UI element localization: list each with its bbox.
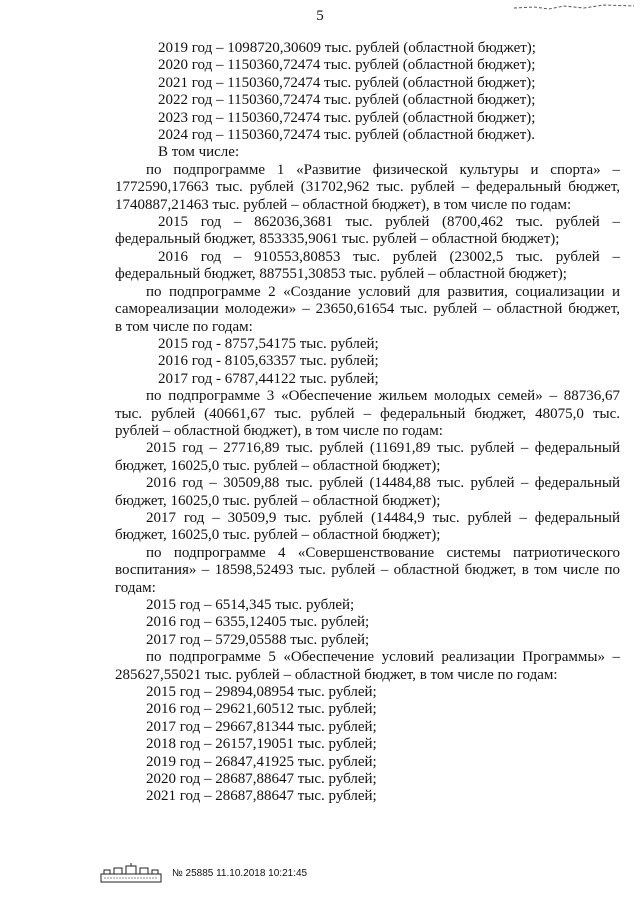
page-number: 5 (316, 8, 324, 24)
text-line: по подпрограмме 2 «Создание условий для развития, социализации и (146, 283, 620, 300)
text-line: 2017 год – 29667,81344 тыс. рублей; (146, 718, 377, 735)
text-line: 2016 год – 910553,80853 тыс. рублей (23002,5 тыс. рублей – (158, 248, 620, 265)
text-line: 2017 год – 5729,05588 тыс. рублей; (146, 631, 370, 648)
text-line: 2016 год – 29621,60512 тыс. рублей; (146, 701, 377, 718)
text-line: бюджет, 16025,0 тыс. рублей – областной бюджет); (115, 457, 441, 474)
text-line: самореализации молодежи» – 23650,61654 тыс. рублей – областной бюджет, (115, 301, 620, 318)
text-line: федеральный бюджет, 887551,30853 тыс. рублей – областной бюджет); (115, 266, 567, 283)
text-line: 2022 год – 1150360,72474 тыс. рублей (областной бюджет); (158, 92, 536, 109)
text-line: 2015 год – 862036,3681 тыс. рублей (8700,462 тыс. рублей – (158, 214, 620, 231)
text-line: 2021 год – 28687,88647 тыс. рублей; (146, 788, 377, 805)
text-line: 2021 год – 1150360,72474 тыс. рублей (областной бюджет); (158, 74, 536, 91)
text-line: 2016 год - 8105,63357 тыс. рублей; (158, 353, 379, 370)
text-line: 2015 год – 29894,08954 тыс. рублей; (146, 684, 377, 701)
text-line: федеральный бюджет, 853335,9061 тыс. рублей – областной бюджет); (115, 231, 560, 248)
document-body (115, 40, 620, 806)
text-line: 2015 год – 6514,345 тыс. рублей; (146, 597, 355, 613)
text-line: 285627,55021 тыс. рублей – областной бюджет, в том числе по годам: (115, 666, 558, 683)
text-line: 2016 год – 6355,12405 тыс. рублей; (146, 614, 370, 631)
text-line: В том числе: (158, 144, 240, 161)
text-line: тыс. рублей (40661,67 тыс. рублей – федеральный бюджет, 48075,0 тыс. (115, 405, 620, 422)
text-line: в том числе по годам: (115, 318, 253, 335)
document-footer (100, 862, 307, 884)
text-line: бюджет, 16025,0 тыс. рублей – областной бюджет); (115, 492, 441, 509)
text-line: рублей – областной бюджет), в том числе по годам: (115, 422, 443, 439)
document-stamp-text: № 25885 11.10.2018 10:21:45 (172, 867, 308, 879)
text-line: по подпрограмме 5 «Обеспечение условий реализации Программы» – (146, 649, 620, 666)
text-line: 2017 год - 6787,44122 тыс. рублей; (158, 370, 379, 387)
text-line: годам: (115, 579, 156, 596)
text-line: 2019 год – 26847,41925 тыс. рублей; (146, 753, 377, 770)
text-line: 2016 год – 30509,88 тыс. рублей (14484,88 тыс. рублей – федеральный (146, 475, 620, 492)
text-line: 1772590,17663 тыс. рублей (31702,962 тыс. рублей – федеральный бюджет, (115, 179, 620, 196)
text-line: 2017 год – 30509,9 тыс. рублей (14484,9 тыс. рублей – федеральный (146, 509, 620, 526)
text-line: 2020 год – 1150360,72474 тыс. рублей (областной бюджет); (158, 57, 536, 74)
text-line: 2015 год - 8757,54175 тыс. рублей; (158, 335, 379, 352)
text-line: по подпрограмме 3 «Обеспечение жильем молодых семей» – 88736,67 (146, 388, 620, 405)
text-line: по подпрограмме 1 «Развитие физической культуры и спорта» – (146, 161, 620, 178)
text-line: 2023 год – 1150360,72474 тыс. рублей (областной бюджет); (158, 109, 536, 126)
text-line: 2024 год – 1150360,72474 тыс. рублей (областной бюджет). (158, 127, 535, 144)
text-line: 2020 год – 28687,88647 тыс. рублей; (146, 771, 377, 788)
text-line: 2019 год – 1098720,30609 тыс. рублей (областной бюджет); (158, 40, 536, 56)
text-line: воспитания» – 18598,52493 тыс. рублей – областной бюджет, в том числе по (115, 562, 620, 579)
text-line: 2018 год – 26157,19051 тыс. рублей; (146, 736, 377, 753)
text-line: бюджет, 16025,0 тыс. рублей – областной бюджет); (115, 527, 441, 544)
text-line: 1740887,21463 тыс. рублей – областной бюджет), в том числе по годам: (115, 196, 572, 213)
text-line: по подпрограмме 4 «Совершенствование системы патриотического (146, 544, 620, 561)
seal-logo-icon (100, 863, 162, 883)
text-line: 2015 год – 27716,89 тыс. рублей (11691,89 тыс. рублей – федеральный (146, 440, 620, 457)
